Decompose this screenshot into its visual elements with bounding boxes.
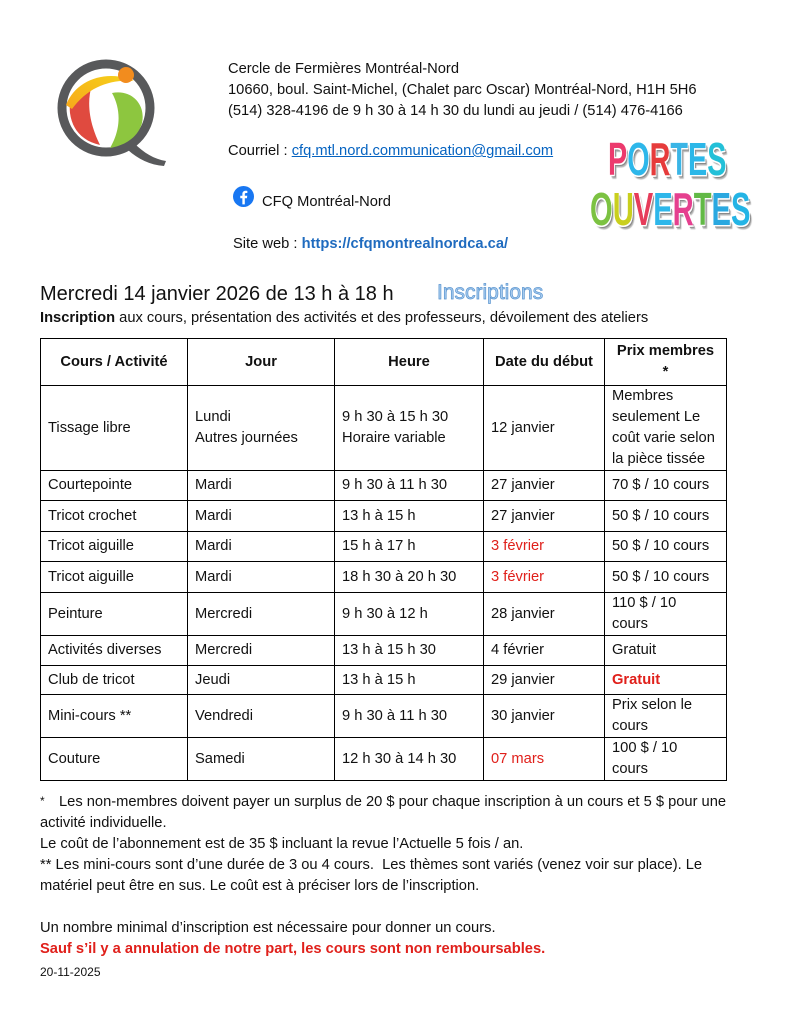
cell-course: Tricot crochet (41, 501, 188, 532)
table-row (41, 532, 727, 562)
header-member-price: Prix membres * (605, 339, 727, 386)
note-minimum-enrolment: Un nombre minimal d’inscription est nécessaire pour donner un cours. (40, 920, 496, 936)
cell-start-date: 12 janvier (484, 386, 605, 471)
cell-price: 50 $ / 10 cours (605, 562, 727, 593)
org-phone-hours: (514) 328-4196 de 9 h 30 à 14 h 30 du lundi au jeudi / (514) 476-4166 (228, 103, 683, 119)
portes-ouvertes-badge-line2 (590, 182, 751, 236)
cell-day: Mercredi (188, 636, 335, 666)
event-title: Mercredi 14 janvier 2026 de 13 h à 18 h (40, 283, 394, 305)
event-subtitle-bold: Inscription (40, 310, 116, 326)
cell-day: Samedi (188, 738, 335, 781)
cell-start-date: 3 février (484, 532, 605, 562)
cell-time: 15 h à 17 h (335, 532, 484, 562)
badge-letter: U (612, 182, 634, 236)
event-subtitle-text: aux cours, présentation des activités et des professeurs, dévoilement des ateliers (119, 310, 649, 326)
note-nonmembers-line (40, 792, 726, 813)
note-membership-fee: Le coût de l’abonnement est de 35 $ incluant la revue l’Actuelle 5 fois / an. (40, 836, 524, 852)
header-time: Heure (335, 339, 484, 386)
facebook-page-name: CFQ Montréal-Nord (262, 194, 391, 210)
badge-letter: T (693, 182, 712, 236)
cell-start-date: 3 février (484, 562, 605, 593)
note-no-refund: Sauf s’il y a annulation de notre part, les cours sont non remboursables. (40, 941, 546, 957)
cell-course: Club de tricot (41, 666, 188, 695)
note-minicourses: ** Les mini-cours sont d’une durée de 3 ou 4 cours. Les thèmes sont variés (venez voir sur place). Le (40, 857, 703, 873)
website-line (233, 234, 508, 255)
portes-ouvertes-badge-line1 (608, 132, 727, 186)
cell-price: Membres seulement Le coût varie selon la pièce tissée (605, 386, 727, 471)
cell-time: 18 h 30 à 20 h 30 (335, 562, 484, 593)
cell-course: Activités diverses (41, 636, 188, 666)
cell-start-date: 30 janvier (484, 695, 605, 738)
cell-price: 50 $ / 10 cours (605, 532, 727, 562)
schedule-table (40, 338, 727, 781)
cell-time: 9 h 30 à 11 h 30 (335, 695, 484, 738)
table-row (41, 471, 727, 501)
document-date: 20-11-2025 (40, 965, 101, 979)
cell-day: Vendredi (188, 695, 335, 738)
cell-day: Mardi (188, 562, 335, 593)
header-course: Cours / Activité (41, 339, 188, 386)
website-link[interactable]: https://cfqmontrealnordca.ca/ (301, 236, 509, 252)
registration-tag: Inscriptions (437, 281, 544, 304)
facebook-icon (233, 186, 254, 207)
cell-price: 50 $ / 10 cours (605, 501, 727, 532)
table-row (41, 501, 727, 532)
note-nonmembers: Les non-membres doivent payer un surplus de 20 $ pour chaque inscription à un cours et 5 $ pour une (59, 794, 727, 810)
badge-letter: E (653, 182, 673, 236)
table-row (41, 695, 727, 738)
cell-start-date: 29 janvier (484, 666, 605, 695)
cell-day: Mercredi (188, 593, 335, 636)
organisation-info (228, 59, 697, 122)
badge-letter: P (608, 132, 628, 186)
email-line (228, 141, 553, 162)
cell-day: Mardi (188, 501, 335, 532)
cell-course: Couture (41, 738, 188, 781)
cell-start-date: 28 janvier (484, 593, 605, 636)
cell-course: Mini-cours ** (41, 695, 188, 738)
badge-letter: S (730, 182, 751, 236)
note-minicourses-continued: matériel peut être en sus. Le coût est à préciser lors de l’inscription. (40, 878, 480, 894)
email-link[interactable]: cfq.mtl.nord.communication@gmail.com (291, 143, 554, 159)
website-label: Site web : (233, 236, 298, 252)
cell-start-date: 4 février (484, 636, 605, 666)
org-name: Cercle de Fermières Montréal-Nord (228, 61, 459, 77)
badge-letter: R (649, 132, 671, 186)
cell-day: Mardi (188, 471, 335, 501)
email-label: Courriel : (228, 143, 288, 159)
header-start-date: Date du début (484, 339, 605, 386)
table-row (41, 386, 727, 471)
cell-course: Tissage libre (41, 386, 188, 471)
cell-course: Peinture (41, 593, 188, 636)
cell-price: 100 $ / 10 cours (605, 738, 727, 781)
cell-time: 9 h 30 à 12 h (335, 593, 484, 636)
cell-day: Mardi (188, 532, 335, 562)
table-row (41, 738, 727, 781)
note-nonmembers-continued: activité individuelle. (40, 815, 167, 831)
cell-time: 13 h à 15 h (335, 666, 484, 695)
cell-price: 70 $ / 10 cours (605, 471, 727, 501)
table-row (41, 636, 727, 666)
cell-day: Lundi Autres journées (188, 386, 335, 471)
cell-start-date: 27 janvier (484, 471, 605, 501)
cell-day: Jeudi (188, 666, 335, 695)
cell-course: Courtepointe (41, 471, 188, 501)
cell-time: 13 h à 15 h (335, 501, 484, 532)
spacer (40, 897, 726, 918)
table-row (41, 593, 727, 636)
badge-letter: S (707, 132, 727, 186)
header-day: Jour (188, 339, 335, 386)
cell-time: 13 h à 15 h 30 (335, 636, 484, 666)
cell-time: 12 h 30 à 14 h 30 (335, 738, 484, 781)
table-row (41, 666, 727, 695)
cell-time: 9 h 30 à 11 h 30 (335, 471, 484, 501)
cell-start-date: 27 janvier (484, 501, 605, 532)
table-header-row (41, 339, 727, 386)
badge-letter: T (670, 132, 689, 186)
badge-letter: O (627, 132, 650, 186)
cell-time: 9 h 30 à 15 h 30 Horaire variable (335, 386, 484, 471)
table-row (41, 562, 727, 593)
cell-price: Prix selon le cours (605, 695, 727, 738)
cell-start-date: 07 mars (484, 738, 605, 781)
org-address: 10660, boul. Saint-Michel, (Chalet parc Oscar) Montréal-Nord, H1H 5H6 (228, 82, 697, 98)
cell-price: Gratuit (605, 666, 727, 695)
event-subtitle (40, 308, 648, 329)
cell-course: Tricot aiguille (41, 562, 188, 593)
cfq-logo-icon (50, 55, 168, 167)
cell-course: Tricot aiguille (41, 532, 188, 562)
cell-price: 110 $ / 10 cours (605, 593, 727, 636)
footnotes (40, 792, 726, 960)
cell-price: Gratuit (605, 636, 727, 666)
badge-letter: V (633, 182, 654, 236)
badge-letter: E (688, 132, 708, 186)
asterisk-marker: * (40, 794, 45, 808)
badge-letter: O (590, 182, 613, 236)
badge-letter: E (711, 182, 731, 236)
badge-letter: R (672, 182, 694, 236)
